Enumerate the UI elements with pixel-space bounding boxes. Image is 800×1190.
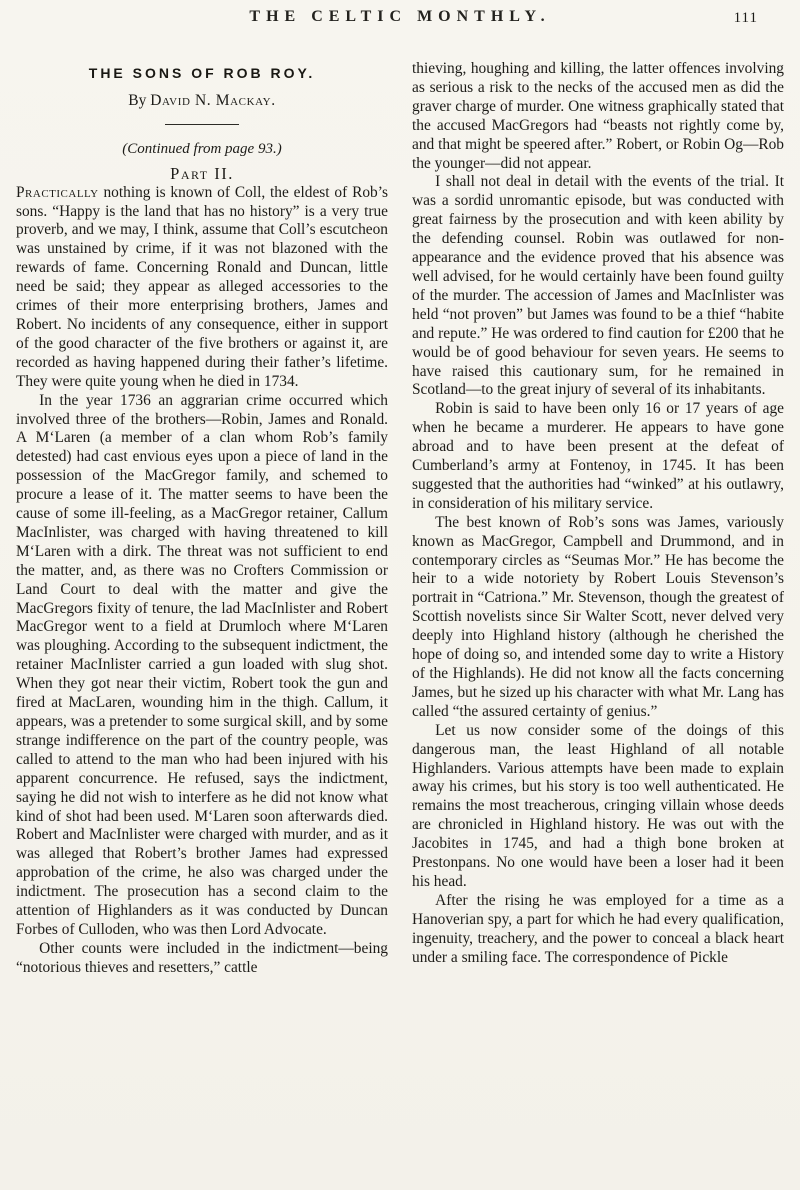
paragraph [16, 184, 388, 392]
paragraph: Let us now consider some of the doings of this dangerous man, the least Highland of all notable Highlanders. Various attempts have been made to explain away his crimes, but his story is too well authenticated. He remains the most treacherous, cringing villain whose deeds are chronicled in Highland history. He was out with the Jacobites in 1745, and had a thigh bone broken at Prestonpans. No one would have been a loser had it been his head. [412, 721, 784, 890]
section-divider-rule [165, 124, 239, 125]
article-columns [16, 60, 784, 978]
paragraph: Robin is said to have been only 16 or 17 years of age when he became a murderer. He appears to have gone abroad and to have been present at the defeat of Cumberland’s army at Fontenoy, in 1745. It has been suggested that the authorities had “winked” at his outlawry, in consideration of his military service. [412, 400, 784, 512]
byline-prefix: By [128, 91, 151, 109]
paragraph: Other counts were included in the indictment—being “notorious thieves and resetters,” cattle [16, 939, 388, 976]
paragraph-lead-word: Practically [16, 183, 99, 201]
page-header [16, 8, 784, 38]
byline [16, 92, 388, 111]
paragraph: After the rising he was employed for a time as a Hanoverian spy, a part for which he had every qualification, ingenuity, treachery, and the power to conceal a black heart under a smiling face. The correspondence of Pickle [412, 891, 784, 966]
continuation-note: (Continued from page 93.) [122, 140, 282, 157]
paragraph: In the year 1736 an aggrarian crime occurred which involved three of the brothers—Robin, James and Ronald. A M‘Laren (a member of a clan whom Rob’s family detested) had cast envious eyes upon a piece of land in the possession of the MacGregor family, and schemed to procure a lease of it. The matter seems to have been the cause of some ill-feeling, as a MacGregor retainer, Callum MacInlister, was charged with having threatened to kill M‘Laren with a dirk. The threat was not sufficient to end the matter, and, as there was no Crofters Commission or Land Court to deal with the matter and give the MacGregors fixity of tenure, the lad MacInlister and Robert MacGregor went to a field at Drumloch where M‘Laren was ploughing. According to the subsequent indictment, the retainer MacInlister carried a gun loaded with slug shot. When they got near their victim, Robert took the gun and fired at MacLaren, wounding him in the thigh. Callum, it appears, was a pretender to some surgical skill, and by some strange indifference on the part of the country people, was called to attend to the man who had been injured with his apparent concurrence. He refused, says the indictment, saying he did not wish to interfere as he did not know what kind of shot had been used. M‘Laren soon afterwards died. Robert and MacInlister were charged with murder, and as it was alleged that Robert’s brother James had expressed approbation of the crime, he also was charged under the indictment. The prosecution has a second claim to the attention of Highlanders as it was conducted by Duncan Forbes of Culloden, who was then Lord Advocate. [16, 391, 388, 938]
paragraph: I shall not deal in detail with the events of the trial. It was a sordid unromantic episode, but was conducted with great fairness by the prosecution and with keen ability by the defending counsel. Robin was outlawed for non-appearance and the evidence proved that his absence was well advised, for he would certainly have been found guilty of the murder. The accession of James and MacInlister was held “not proven” but James was found to be a thief “habite and repute.” He was ordered to find caution for £200 that he would be of good behaviour for seven years. He seems to have raised this cautionary sum, for he remained in Scotland—to the great injury of several of its inhabitants. [412, 173, 784, 399]
part-heading: Part II. [170, 163, 234, 183]
article-title: THE SONS OF ROB ROY. [88, 65, 316, 81]
journal-title: THE CELTIC MONTHLY. [249, 8, 551, 25]
page-number: 111 [733, 10, 758, 26]
right-column [412, 60, 784, 978]
paragraph: The best known of Rob’s sons was James, variously known as MacGregor, Campbell and Drummond, and in contemporary circles as “Seumas Mor.” He has become the heir to a wide notoriety by Robert Louis Stevenson’s portrait in “Catriona.” Mr. Stevenson, though the greatest of Scottish novelists since Sir Walter Scott, never delved very deeply into Highland history (although he cherished the hope of doing so, and intended some day to write a History of the Highlands). He did not know all the facts concerning James, but he sized up his character with what Mr. Lang has called “the assured certainty of genius.” [412, 513, 784, 720]
paragraph-text: nothing is known of Coll, the eldest of Rob’s sons. “Happy is the land that has no history” is a very true proverb, and we may, I think, assume that Coll’s escutcheon was unstained by crime, if it was not blazoned with the rewards of fame. Concerning Ronald and Duncan, little need be said; they appear as alleged accessories to the crimes of their more enterprising brothers, James and Robert. No incidents of any consequence, either in support of the good character of the five brothers or against it, are recorded as having happened during their father’s lifetime. They were quite young when he died in 1734. [16, 183, 388, 390]
byline-author-name: David N. Mackay. [150, 91, 276, 109]
paragraph: thieving, houghing and killing, the latter offences involving as serious a risk to the necks of the accused men as did the graver charge of murder. One witness graphically stated that the accused MacGregors had “beasts not rightly come by, and that might be speered after.” Robert, or Robin Og—Rob the younger—did not appear. [412, 60, 784, 172]
left-column [16, 60, 388, 978]
